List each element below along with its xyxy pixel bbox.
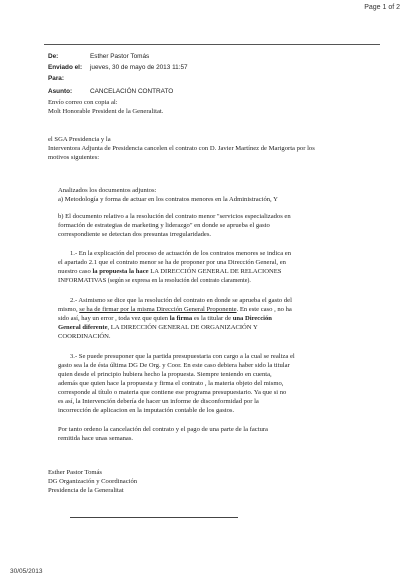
intro-line-2: Molt Honorable President de la Generalitat. <box>48 108 164 115</box>
request-line-3: motivos siguientes: <box>48 154 100 161</box>
point-3-line-4: además que quien hace la propuesta y firma el contrato , la materia objeto del mismo, <box>58 380 284 387</box>
point-2-text: . En este caso , no ha <box>236 306 292 313</box>
request-line-2: Interventora Adjunta de Presidencia cancelen el contrato con D. Javier Martínez de Marigorta por los <box>48 145 315 152</box>
point-2-line-1: 2.- Asimismo se dice que la resolución del contrato en donde se aprueba el gasto del <box>70 297 292 304</box>
point-2-text: mismo, <box>58 306 80 313</box>
point-3-line-5: corresponde al título o materia que contiene ese programa presupuestario. Ya que si no <box>58 389 287 396</box>
docs-item-a: a) Metodología y forma de actuar en los contratos menores en la Administración, Y <box>58 196 278 203</box>
docs-intro: Analizados los documentos adjuntos: <box>58 187 157 194</box>
point-2-text: , LA DIRECCIÓN GENERAL DE ORGANIZACIÓN Y <box>107 324 258 331</box>
footer-rule <box>70 517 238 518</box>
point-1-text: INFORMATIVAS <box>58 277 107 284</box>
header-top-rule <box>44 44 380 45</box>
point-3-line-6: es así, la Intervención debería de hacer un informe de disconformidad por la <box>58 398 259 405</box>
signature-dept: Presidencia de la Generalitat <box>48 487 124 494</box>
point-2-underlined: se ha de firmar por la misma Dirección General Proponente <box>79 306 237 313</box>
closing-line-2: remitida hace unas semanas. <box>58 435 134 442</box>
sent-value: jueves, 30 de mayo de 2013 11:57 <box>90 64 188 71</box>
point-3-line-1: 3.- Se puede presuponer que la partida presupuestaria con cargo a la cual se realiza el <box>70 353 295 360</box>
point-2-line-2 <box>58 306 292 314</box>
point-1-line-2: el apartado 2.1 que el contrato menor se ha de proponer por una Dirección General, en <box>58 259 286 266</box>
docs-item-b-line-3: correspondiente se detectan dos presuntas irregularidades. <box>58 231 212 238</box>
point-1-text: (según se expresa en la resolución del contrato claramente). <box>106 278 251 284</box>
point-3-line-7: incorrección de aplicacion en la imputación contable de los gastos. <box>58 407 235 414</box>
point-2-text: es la titular de <box>192 315 233 322</box>
point-3-line-3: quien desde el principio hubiera hecho la propuesta. Siempre teniendo en cuenta, <box>58 371 272 378</box>
point-2-bold: una Dirección <box>232 315 272 322</box>
subject-value: CANCELACIÓN CONTRATO <box>90 88 174 95</box>
point-1-line-3 <box>58 268 281 276</box>
intro-line-1: Envío correo con copia al: <box>48 99 118 106</box>
point-1-text: LA DIRECCIÓN GENERAL DE RELACIONES <box>148 268 282 275</box>
docs-item-b-line-2: formación de estrategias de marketing y liderazgo" en donde se aprueba el gasto <box>58 222 270 229</box>
from-label: De: <box>48 53 59 60</box>
request-line-1: el SGA Presidencia y la <box>48 136 111 143</box>
subject-label: Asunto: <box>48 88 73 95</box>
closing-line-1: Por tanto ordeno la cancelación del contrato y el pago de una parte de la factura <box>58 426 268 433</box>
point-2-bold: General diferente <box>58 324 108 331</box>
point-3-line-2: gasto sea la de ésta última DG De Org. y Coor. En este caso debiera haber sido la titular <box>58 362 290 369</box>
to-label: Para: <box>48 75 64 82</box>
point-1-line-4 <box>58 277 251 285</box>
point-2-line-5: COORDINACIÓN. <box>58 333 111 340</box>
point-2-line-4 <box>58 324 258 332</box>
sent-label: Enviado el: <box>48 64 83 71</box>
docs-item-b-line-1: b) El documento relativo a la resolución del contrato menor "servicios especializados en <box>58 213 291 220</box>
signature-name: Esther Pastor Tomás <box>48 469 102 476</box>
point-2-bold: la firma <box>169 315 193 322</box>
point-1-text: nuestro caso <box>58 268 93 275</box>
signature-title: DG Organización y Coordinación <box>48 478 138 485</box>
page-number: Page 1 of 2 <box>364 4 400 11</box>
footer-date: 30/05/2013 <box>10 568 43 575</box>
point-2-line-3 <box>58 315 272 323</box>
point-1-bold: la propuesta la hace <box>92 268 149 275</box>
point-2-text: sido así, hay un error , toda vez que quien <box>58 315 170 322</box>
from-value: Esther Pastor Tomás <box>90 53 150 60</box>
point-1-line-1: 1.- En la explicación del proceso de actuación de los contratos menores se indica en <box>70 250 291 257</box>
